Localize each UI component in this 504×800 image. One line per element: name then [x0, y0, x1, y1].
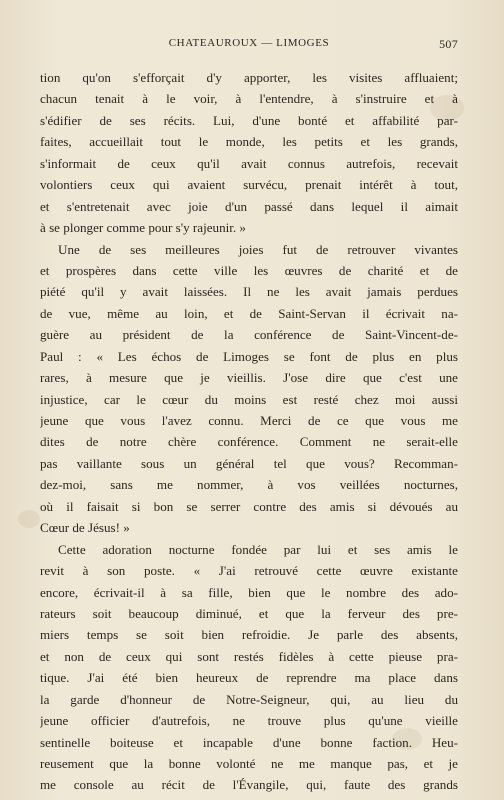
text-line: et prospères dans cette ville les œuvres de charité et de [40, 262, 458, 278]
page-body [40, 67, 458, 796]
running-title: CHATEAUROUX — LIMOGES [168, 37, 330, 49]
text-line: pas vaillante sous un général tel que vous? Recomman- [40, 455, 458, 471]
text-line: jeune que vous l'avez connu. Merci de ce que vous me [40, 413, 458, 428]
text-line: de vue, même au loin, et de Saint-Servan il écrivait na- [40, 305, 458, 321]
text-line: revit à son poste. « J'ai retrouvé cette œuvre existante [40, 563, 458, 579]
text-line: Cœur de Jésus! » [40, 520, 130, 536]
text-line: s'édifier de ses récits. Lui, d'une bonté et affabilité par- [40, 112, 458, 128]
text-line: et non de ceux qui sont restés fidèles à cette pieuse pra- [40, 648, 458, 664]
text-line: dites de notre chère conférence. Comment ne serait-elle [40, 434, 458, 450]
text-line: chacun tenait à le voir, à l'entendre, à s'instruire et à [40, 91, 458, 107]
text-line: me console au récit de l'Évangile, qui, faute des grands [40, 777, 458, 793]
text-line: guère au président de la conférence de Saint-Vincent-de- [40, 327, 458, 343]
text-line: volontiers ceux qui avaient survécu, prenait intérêt à tout, [40, 177, 458, 193]
text-line: rares, à mesure que je vieillis. J'ose dire que c'est une [40, 370, 458, 386]
paragraph [40, 67, 458, 239]
page-header [40, 37, 458, 57]
text-line: miers temps se soit bien refroidie. Je parle des absents, [40, 627, 458, 643]
text-line: et s'entretenait avec joie d'un passé dans lequel il aimait [40, 198, 458, 214]
text-line: jeune officier d'autrefois, ne trouve plus qu'une vieille [40, 713, 458, 729]
text-line: à se plonger comme pour s'y rajeunir. » [40, 220, 246, 236]
text-line: rateurs soit beaucoup diminué, et que la ferveur des pre- [40, 605, 458, 621]
text-line: Cette adoration nocturne fondée par lui et ses amis le [58, 541, 458, 557]
paragraph [40, 539, 458, 796]
paper-stain [18, 510, 40, 528]
text-line: où il faisait si bon se serrer contre des amis si dévoués au [40, 498, 458, 514]
text-line: tion qu'on s'efforçait d'y apporter, les visites affluaient; [40, 70, 458, 85]
text-line: Une de ses meilleures joies fut de retrouver vivantes [58, 241, 458, 257]
text-line: Paul : « Les échos de Limoges se font de plus en plus [40, 348, 458, 364]
text-line: piété qu'il y avait laissées. Il ne les avait jamais perdues [40, 284, 458, 300]
text-line: tique. J'ai été bien heureux de reprendre ma place dans [40, 670, 458, 686]
text-line: injustice, car le cœur du moins est resté chez moi aussi [40, 391, 458, 407]
text-line: s'informait de ceux qu'il avait connus autrefois, recevait [40, 155, 458, 171]
text-line: dez-moi, sans me nommer, à vos veillées nocturnes, [40, 477, 458, 493]
text-line: reusement que la bonne volonté ne me manque pas, et je [40, 756, 458, 771]
text-line: la garde d'honneur de Notre-Seigneur, qui, au lieu du [40, 691, 458, 707]
page-number: 507 [439, 37, 458, 51]
text-line: sentinelle boiteuse et incapable d'une bonne faction. Heu- [40, 734, 458, 750]
text-line: encore, écrivait-il à sa fille, bien que le nombre des ado- [40, 584, 458, 600]
paragraph [40, 239, 458, 539]
text-line: faites, accueillait tout le monde, les petits et les grands, [40, 134, 458, 150]
